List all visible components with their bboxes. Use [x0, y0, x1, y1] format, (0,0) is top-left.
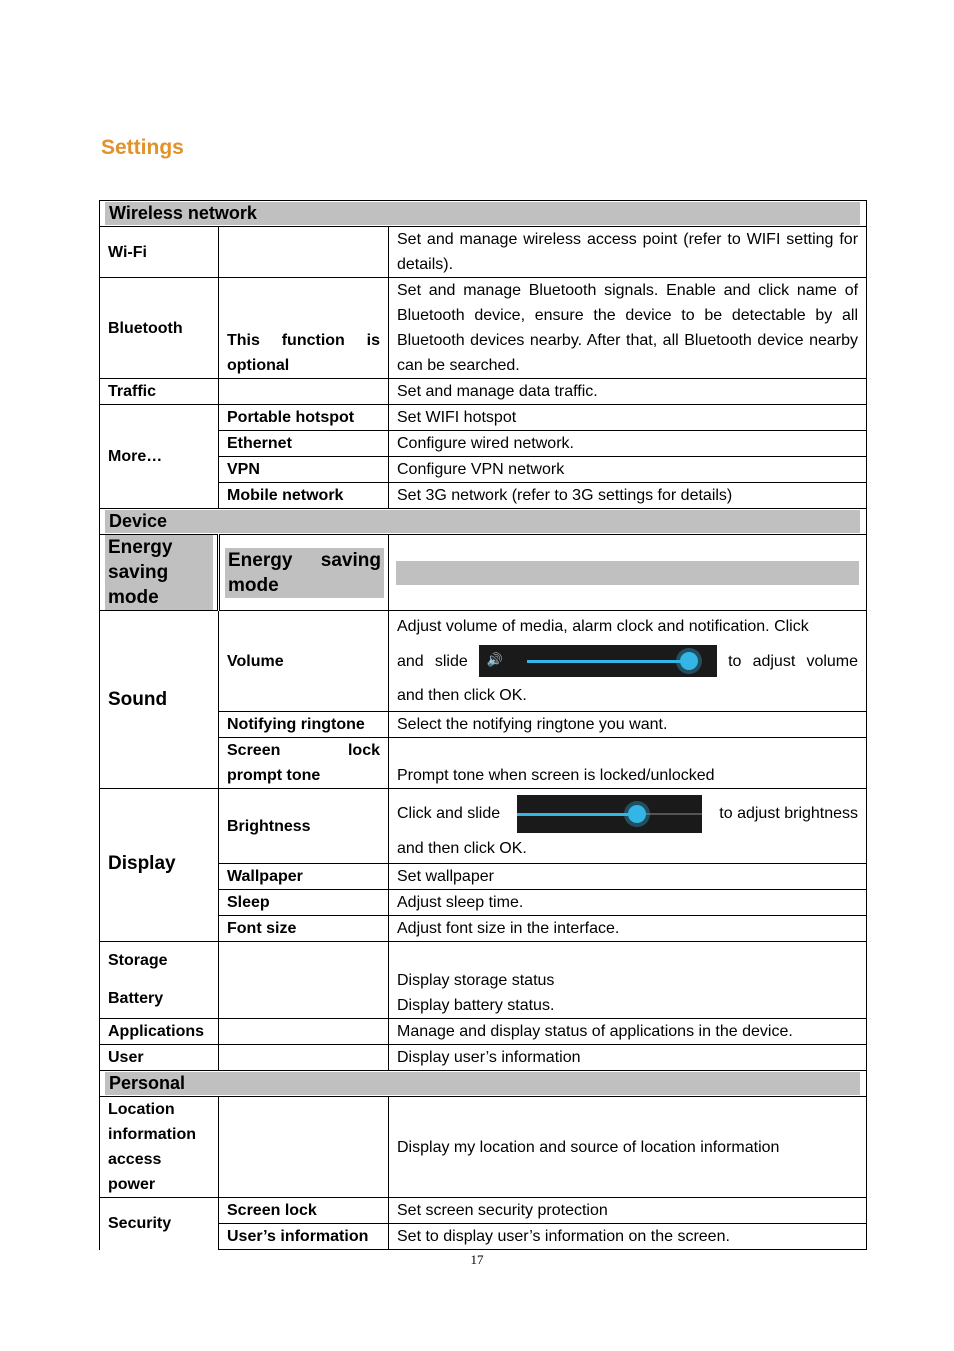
battery-desc: Display battery status. [397, 997, 555, 1014]
security-label: Security [100, 1198, 219, 1250]
location-label: Location information access power [100, 1097, 219, 1198]
lock-tone-desc: Prompt tone when screen is locked/unlocked [389, 738, 867, 789]
storage-battery-label-cell [100, 942, 219, 1019]
storage-battery-desc-cell [389, 942, 867, 1019]
font-size-label: Font size [219, 916, 389, 942]
lock-tone-label: Screen lock prompt tone [219, 738, 389, 789]
ringtone-desc: Select the notifying ringtone you want. [389, 712, 867, 738]
table-row-bluetooth [100, 278, 867, 379]
bluetooth-note-line2: optional [227, 357, 290, 374]
hotspot-desc: Set WIFI hotspot [389, 405, 867, 431]
storage-label: Storage [108, 952, 168, 969]
sound-label: Sound [100, 611, 219, 789]
wifi-desc: Set and manage wireless access point (refer to WIFI setting for details). [389, 227, 867, 278]
section-row-wireless [100, 201, 867, 227]
brightness-slider-knob[interactable] [628, 805, 646, 823]
storage-desc: Display storage status [397, 972, 555, 989]
table-row-location [100, 1097, 867, 1198]
table-row-traffic [100, 379, 867, 405]
energy-desc-cell [389, 535, 867, 611]
table-row-applications [100, 1019, 867, 1045]
more-label: More… [100, 405, 219, 509]
screen-lock-desc: Set screen security protection [389, 1198, 867, 1224]
user-information-label: User’s information [219, 1224, 389, 1250]
applications-desc: Manage and display status of applications in the device. [389, 1019, 867, 1045]
brightness-slider[interactable] [517, 795, 702, 833]
user-empty-cell [219, 1045, 389, 1071]
hotspot-label: Portable hotspot [219, 405, 389, 431]
volume-desc: Adjust volume of media, alarm clock and notification. Click and slide 🔊 to adjust volume and then click OK. [389, 611, 867, 712]
section-header-personal: Personal [105, 1072, 860, 1095]
wifi-empty-cell [219, 227, 389, 278]
energy-label: Energy saving mode [105, 535, 213, 610]
table-row-energy [100, 535, 867, 611]
section-row-personal [100, 1071, 867, 1097]
bluetooth-label: Bluetooth [100, 278, 219, 379]
volume-slider-knob[interactable] [680, 652, 698, 670]
bluetooth-desc: Set and manage Bluetooth signals. Enable and click name of Bluetooth device, ensure the device to be detectable by all Bluetooth devices nearby. After that, all Bluetooth device nearby can be searched. [389, 278, 867, 379]
storage-battery-empty-cell [219, 942, 389, 1019]
page-title: Settings [101, 136, 184, 159]
energy-sub-label: Energy saving mode [225, 548, 384, 598]
settings-table [99, 200, 867, 1250]
sleep-desc: Adjust sleep time. [389, 890, 867, 916]
table-row-more-hotspot [100, 405, 867, 431]
wifi-label: Wi-Fi [100, 227, 219, 278]
volume-label: Volume [219, 611, 389, 712]
energy-grey-strip [396, 561, 859, 585]
traffic-empty-cell [219, 379, 389, 405]
section-row-device [100, 509, 867, 535]
energy-label-cell [100, 535, 219, 611]
battery-label: Battery [108, 990, 164, 1007]
table-row-storage-battery [100, 942, 867, 1019]
ethernet-label: Ethernet [219, 431, 389, 457]
table-row-brightness [100, 789, 867, 864]
section-header-wireless: Wireless network [105, 202, 860, 225]
traffic-desc: Set and manage data traffic. [389, 379, 867, 405]
bluetooth-note-cell [219, 278, 389, 379]
user-information-desc: Set to display user’s information on the screen. [389, 1224, 867, 1250]
traffic-label: Traffic [100, 379, 219, 405]
vpn-label: VPN [219, 457, 389, 483]
location-desc: Display my location and source of location information [389, 1097, 867, 1198]
ethernet-desc: Configure wired network. [389, 431, 867, 457]
display-label: Display [100, 789, 219, 942]
screen-lock-label: Screen lock [219, 1198, 389, 1224]
brightness-desc: Click and slide to adjust brightness and then click OK. [389, 789, 867, 864]
speaker-icon: 🔊 [486, 653, 504, 668]
energy-sub-cell [219, 535, 389, 611]
table-row-user [100, 1045, 867, 1071]
brightness-label: Brightness [219, 789, 389, 864]
wallpaper-label: Wallpaper [219, 864, 389, 890]
wallpaper-desc: Set wallpaper [389, 864, 867, 890]
bluetooth-note-line1: This function is [227, 332, 380, 349]
applications-label: Applications [100, 1019, 219, 1045]
location-empty-cell [219, 1097, 389, 1198]
vpn-desc: Configure VPN network [389, 457, 867, 483]
mobile-network-label: Mobile network [219, 483, 389, 509]
table-row-screen-lock [100, 1198, 867, 1224]
applications-empty-cell [219, 1019, 389, 1045]
section-header-device: Device [105, 510, 860, 533]
user-desc: Display user’s information [389, 1045, 867, 1071]
table-row-wifi [100, 227, 867, 278]
user-label: User [100, 1045, 219, 1071]
mobile-network-desc: Set 3G network (refer to 3G settings for details) [389, 483, 867, 509]
volume-slider[interactable] [479, 645, 717, 677]
ringtone-label: Notifying ringtone [219, 712, 389, 738]
page-number: 17 [470, 1252, 484, 1267]
table-row-volume [100, 611, 867, 712]
font-size-desc: Adjust font size in the interface. [389, 916, 867, 942]
sleep-label: Sleep [219, 890, 389, 916]
